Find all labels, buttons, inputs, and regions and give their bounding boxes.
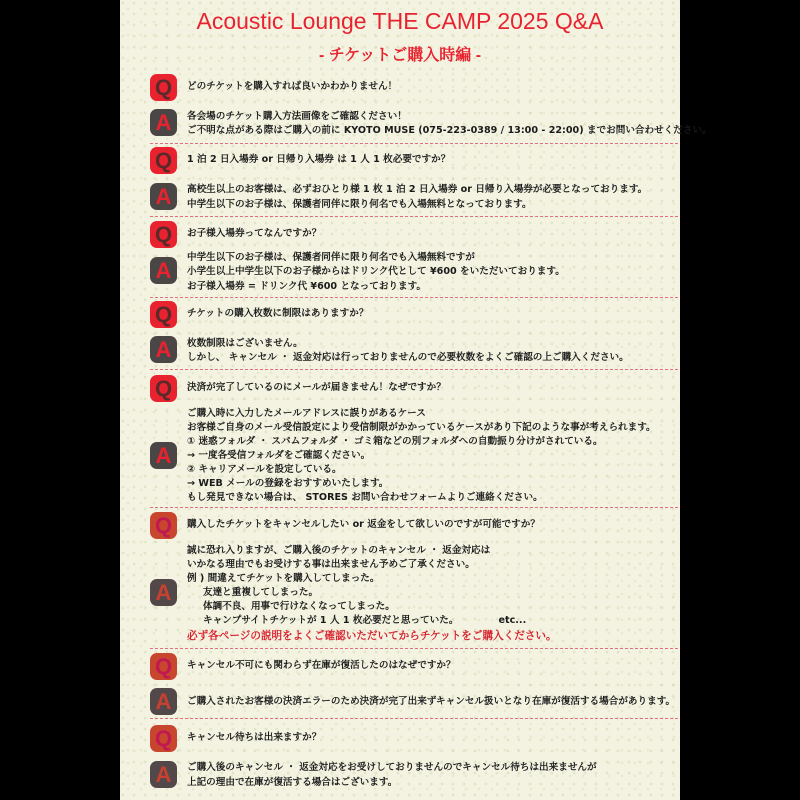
answer-text: 高校生以上のお客様は、必ずおひとり様 1 枚 1 泊 2 日入場券 or 日帰り入場券が必要となっております。 xyxy=(187,184,648,195)
answer-text: 必ず各ページの説明をよくご確認いただいてからチケットをご購入ください。 xyxy=(187,630,557,642)
answer-text: 上記の理由で在庫が復活する場合はございます。 xyxy=(187,777,398,788)
section-divider xyxy=(150,143,678,144)
question-text: 1 泊 2 日入場券 or 日帰り入場券 は 1 人 1 枚必要ですか？ xyxy=(187,154,451,165)
answer-text: 枚数制限はございません。 xyxy=(187,338,303,349)
answer-text: ① 迷惑フォルダ ・ スパムフォルダ ・ ゴミ箱などの別フォルダへの自動振り分けがされている。 xyxy=(187,436,603,447)
answer-text: 中学生以下のお子様は、保護者同伴に限り何名でも入場無料ですが xyxy=(187,252,475,263)
question-icon: Q xyxy=(150,512,177,539)
section-divider xyxy=(150,216,678,217)
answer-icon: A xyxy=(150,336,177,363)
question-icon: Q xyxy=(150,147,177,174)
section-divider xyxy=(150,507,678,508)
answer-text: 例 ) 間違えてチケットを購入してしまった。 xyxy=(187,573,380,584)
section-divider xyxy=(150,369,678,370)
qa-page xyxy=(120,0,712,800)
question-icon: Q xyxy=(150,375,177,402)
answer-text: 体調不良、用事で行けなくなってしまった。 xyxy=(203,601,395,612)
answer-icon: A xyxy=(150,579,177,606)
question-text: 決済が完了しているのにメールが届きません！なぜですか？ xyxy=(187,382,446,393)
answer-icon: A xyxy=(150,183,177,210)
answer-text: 誠に恐れ入りますが、ご購入後のチケットのキャンセル ・ 返金対応は xyxy=(187,545,491,556)
section-divider xyxy=(150,297,678,298)
answer-text: しかし、 キャンセル ・ 返金対応は行っておりませんので必要枚数をよくご確認の上ご購入ください。 xyxy=(187,352,629,363)
question-icon: Q xyxy=(150,653,177,680)
answer-text: キャンプサイトチケットが 1 人 1 枚必要だと思っていた。 etc... xyxy=(203,615,527,626)
answer-icon: A xyxy=(150,688,177,715)
answer-icon: A xyxy=(150,761,177,788)
question-icon: Q xyxy=(150,725,177,752)
answer-text: → 一度各受信フォルダをご確認ください。 xyxy=(187,450,371,461)
section-divider xyxy=(150,718,678,719)
answer-text: 各会場のチケット購入方法画像をご確認ください！ xyxy=(187,111,407,122)
answer-text: 中学生以下のお子様は、保護者同伴に限り何名でも入場無料となっております。 xyxy=(187,199,532,210)
question-icon: Q xyxy=(150,301,177,328)
answer-icon: A xyxy=(150,109,177,136)
question-text: キャンセル不可にも関わらず在庫が復活したのはなぜですか？ xyxy=(187,660,456,671)
answer-icon: A xyxy=(150,442,177,469)
page-title: Acoustic Lounge THE CAMP 2025 Q&A xyxy=(196,8,604,34)
answer-text: ご購入後のキャンセル ・ 返金対応をお受けしておりませんのでキャンセル待ちは出来ませんが xyxy=(187,762,597,773)
question-text: お子様入場券ってなんですか？ xyxy=(187,228,322,239)
question-icon: Q xyxy=(150,74,177,101)
answer-text: ご購入時に入力したメールアドレスに誤りがあるケース xyxy=(187,408,426,419)
question-text: どのチケットを購入すれば良いかわかりません！ xyxy=(187,81,398,92)
question-text: チケットの購入枚数に制限はありますか？ xyxy=(187,308,369,319)
answer-text: 友達と重複してしまった。 xyxy=(203,587,319,598)
answer-icon: A xyxy=(150,257,177,284)
answer-text: 小学生以上中学生以下のお子様からはドリンク代として ¥600 をいただいております。 xyxy=(187,266,565,277)
answer-text: → WEB メールの登録をおすすめいたします。 xyxy=(187,478,389,489)
answer-text: いかなる理由でもお受けする事は出来ません予めご了承ください。 xyxy=(187,559,475,570)
answer-text: ご購入されたお客様の決済エラーのため決済が完了出来ずキャンセル扱いとなり在庫が復活する場合があります。 xyxy=(187,696,676,707)
section-divider xyxy=(150,648,678,649)
answer-text: もし発見できない場合は、 STORES お問い合わせフォームよりご連絡ください。 xyxy=(187,492,543,503)
answer-text: お子様入場券 = ドリンク代 ¥600 となっております。 xyxy=(187,281,427,292)
answer-text: ② キャリアメールを設定している。 xyxy=(187,464,342,475)
question-text: キャンセル待ちは出来ますか？ xyxy=(187,732,322,743)
answer-text: お客様ご自身のメール受信設定により受信制限がかかっているケースがあり下記のような事が考えられます。 xyxy=(187,422,656,433)
question-icon: Q xyxy=(150,221,177,248)
page-subtitle: - チケットご購入時編 - xyxy=(318,47,482,64)
question-text: 購入したチケットをキャンセルしたい or 返金をして欲しいのですが可能ですか？ xyxy=(187,519,540,530)
answer-text: ご不明な点がある際はご購入の前に KYOTO MUSE (075-223-0389 / 13:00 - 22:00) までお問い合わせください。 xyxy=(187,125,712,136)
